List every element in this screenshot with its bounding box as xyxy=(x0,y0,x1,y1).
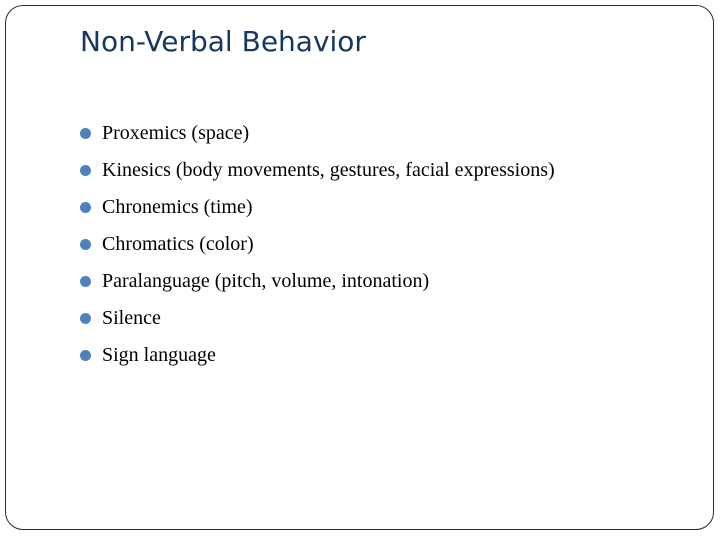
slide-title: Non-Verbal Behavior xyxy=(80,25,366,58)
bullet-list xyxy=(80,115,555,374)
bullet-item-paralanguage xyxy=(80,263,555,300)
bullet-dot-icon xyxy=(80,350,91,361)
bullet-item-kinesics xyxy=(80,152,555,189)
bullet-item-chronemics xyxy=(80,189,555,226)
bullet-dot-icon xyxy=(80,202,91,213)
bullet-dot-icon xyxy=(80,276,91,287)
bullet-text: Kinesics (body movements, gestures, facial expressions) xyxy=(102,159,555,181)
bullet-item-sign-language xyxy=(80,337,555,374)
bullet-item-silence xyxy=(80,300,555,337)
bullet-dot-icon xyxy=(80,128,91,139)
bullet-text: Paralanguage (pitch, volume, intonation) xyxy=(102,270,430,292)
bullet-item-proxemics xyxy=(80,115,555,152)
bullet-dot-icon xyxy=(80,313,91,324)
bullet-text: Chronemics (time) xyxy=(102,196,253,218)
bullet-text: Silence xyxy=(102,307,161,329)
bullet-item-chromatics xyxy=(80,226,555,263)
bullet-text: Sign language xyxy=(102,344,216,366)
bullet-dot-icon xyxy=(80,239,91,250)
bullet-dot-icon xyxy=(80,165,91,176)
bullet-text: Proxemics (space) xyxy=(102,122,250,144)
bullet-text: Chromatics (color) xyxy=(102,233,254,255)
